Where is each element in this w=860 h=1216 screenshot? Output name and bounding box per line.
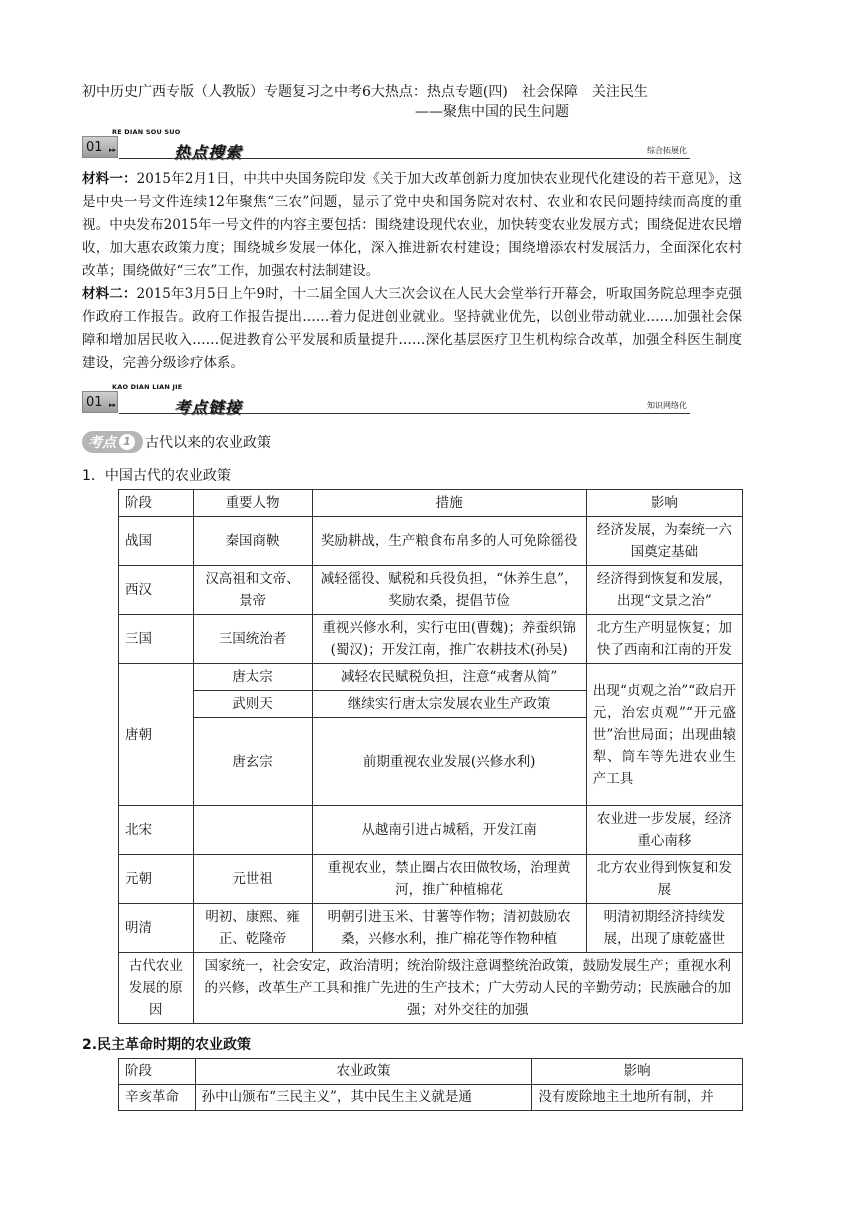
table-header-row (119, 490, 743, 517)
stage-cell: 古代农业发展的原因 (119, 953, 194, 1024)
section-pinyin: RE DIAN SOU SUO (112, 128, 181, 136)
person-cell: 武则天 (193, 691, 312, 718)
impact-cell: 明清初期经济持续发展，出现了康乾盛世 (586, 904, 742, 953)
material-one (82, 168, 742, 283)
measure-cell: 继续实行唐太宗发展农业生产政策 (312, 691, 586, 718)
stage-cell: 北宋 (119, 806, 194, 855)
table-row (119, 855, 743, 904)
impact-cell: 没有废除地主土地所有制，并 (532, 1085, 743, 1111)
section-title: 热点搜索 (174, 143, 243, 162)
document-subtitle: ——聚焦中国的民生问题 (415, 104, 569, 120)
measure-cell: 前期重视农业发展(兴修水利) (312, 718, 586, 806)
stage-cell: 三国 (119, 615, 194, 664)
table-row (119, 806, 743, 855)
table-row (119, 1085, 743, 1111)
person-cell: 秦国商鞅 (193, 517, 312, 566)
impact-cell: 出现“贞观之治”“政启开元，治宏贞观”“开元盛世”治世局面；出现曲辕犁、筒车等先进农业生产工具 (586, 664, 742, 806)
subheading-ancient: 1．中国古代的农业政策 (82, 468, 231, 484)
section-title: 考点链接 (174, 398, 243, 417)
stage-cell: 元朝 (119, 855, 194, 904)
table-row (119, 904, 743, 953)
document-title: 初中历史广西专版（人教版）专题复习之中考6大热点：热点专题(四) 社会保障 关注民生 (82, 84, 648, 100)
kaodian-title: 古代以来的农业政策 (145, 435, 271, 451)
section-number: 01 (82, 391, 118, 413)
header-cell: 重要人物 (193, 490, 312, 517)
person-cell: 唐太宗 (193, 664, 312, 691)
double-arrow-icon: ▸▸ (109, 146, 117, 154)
material-text: 2015年2月1日，中共中央国务院印发《关于加大改革创新力度加快农业现代化建设的若干意见》，这是中央一号文件连续12年聚焦“三农”问题，显示了党中央和国务院对农村、农业和农民问题持续而高度的重视。中央发布2015年一号文件的内容主要包括：围绕建设现代农业，加快转变农业发展方式；围绕促进农民增收，加大惠农政策力度；围绕城乡发展一体化，深入推进新农村建设；围绕增添农村发展活力，全面深化农村改革；围绕做好“三农”工作，加强农村法制建设。 (82, 171, 742, 279)
material-two (82, 283, 742, 375)
measure-cell: 奖励耕战，生产粮食布帛多的人可免除徭役 (312, 517, 586, 566)
section-pinyin: KAO DIAN LIAN JIE (112, 383, 183, 391)
person-cell: 元世祖 (193, 855, 312, 904)
measure-cell: 从越南引进占城稻，开发江南 (312, 806, 586, 855)
stage-cell: 战国 (119, 517, 194, 566)
section-header-exam-links (82, 383, 742, 419)
table-row (119, 664, 743, 691)
stage-cell: 辛亥革命 (119, 1085, 196, 1111)
reason-cell: 国家统一，社会安定，政治清明；统治阶级注意调整统治政策，鼓励发展生产；重视水利的兴修，改革生产工具和推广先进的生产技术；广大劳动人民的辛勤劳动；民族融合的加强；对外交往的加强 (193, 953, 742, 1024)
kaodian-heading (82, 429, 742, 455)
kaodian-badge (82, 431, 143, 453)
header-cell: 阶段 (119, 490, 194, 517)
section-tag: 综合拓展化 (647, 146, 687, 155)
section-tag: 知识网络化 (647, 401, 687, 410)
header-cell: 阶段 (119, 1059, 196, 1085)
impact-cell: 经济发展，为秦统一六国奠定基础 (586, 517, 742, 566)
table-row (119, 566, 743, 615)
table-header-row (119, 1059, 743, 1085)
stage-cell: 西汉 (119, 566, 194, 615)
democratic-policy-table (118, 1058, 743, 1111)
ancient-policy-table (118, 489, 743, 1024)
impact-cell: 北方生产明显恢复；加快了西南和江南的开发 (586, 615, 742, 664)
table-row (119, 615, 743, 664)
header-cell: 措施 (312, 490, 586, 517)
material-label: 材料二： (82, 286, 137, 302)
header-cell: 影响 (586, 490, 742, 517)
person-cell: 唐玄宗 (193, 718, 312, 806)
impact-cell: 农业进一步发展，经济重心南移 (586, 806, 742, 855)
measure-cell: 减轻徭役、赋税和兵役负担，“休养生息”，奖励农桑，提倡节俭 (312, 566, 586, 615)
measure-cell: 重视农业，禁止圈占农田做牧场，治理黄河，推广种植棉花 (312, 855, 586, 904)
material-text: 2015年3月5日上午9时，十二届全国人大三次会议在人民大会堂举行开幕会，听取国务院总理李克强作政府工作报告。政府工作报告提出……着力促进创业就业。坚持就业优先，以创业带动就业……加强社会保障和增加居民收入……促进教育公平发展和质量提升……深化基层医疗卫生机构综合改革，加强全科医生制度建设，完善分级诊疗体系。 (82, 286, 742, 371)
material-label: 材料一： (82, 171, 137, 187)
badge-number: 1 (119, 434, 135, 450)
measure-cell: 重视兴修水利，实行屯田(曹魏)；养蚕织锦(蜀汉)；开发江南，推广农耕技术(孙吴) (312, 615, 586, 664)
badge-label: 考点 (88, 435, 116, 451)
stage-cell: 唐朝 (119, 664, 194, 806)
double-arrow-icon: ▸▸ (109, 401, 117, 409)
person-cell: 明初、康熙、雍正、乾隆帝 (193, 904, 312, 953)
policy-cell: 孙中山颁布“三民主义”，其中民生主义就是通 (195, 1085, 532, 1111)
section-number: 01 (82, 136, 118, 158)
header-cell: 农业政策 (195, 1059, 532, 1085)
section-divider (119, 413, 690, 414)
header-cell: 影响 (532, 1059, 743, 1085)
impact-cell: 北方农业得到恢复和发展 (586, 855, 742, 904)
table-row (119, 517, 743, 566)
section-divider (119, 158, 690, 159)
stage-cell: 明清 (119, 904, 194, 953)
section-header-hot-search (82, 128, 742, 164)
person-cell: 三国统治者 (193, 615, 312, 664)
person-cell (193, 806, 312, 855)
subheading-democratic: 2.民主革命时期的农业政策 (82, 1037, 252, 1053)
impact-cell: 经济得到恢复和发展，出现“文景之治” (586, 566, 742, 615)
person-cell: 汉高祖和文帝、景帝 (193, 566, 312, 615)
measure-cell: 减轻农民赋税负担，注意“戒奢从简” (312, 664, 586, 691)
page (82, 82, 742, 1111)
measure-cell: 明朝引进玉米、甘薯等作物；清初鼓励农桑，兴修水利，推广棉花等作物种植 (312, 904, 586, 953)
table-row (119, 953, 743, 1024)
